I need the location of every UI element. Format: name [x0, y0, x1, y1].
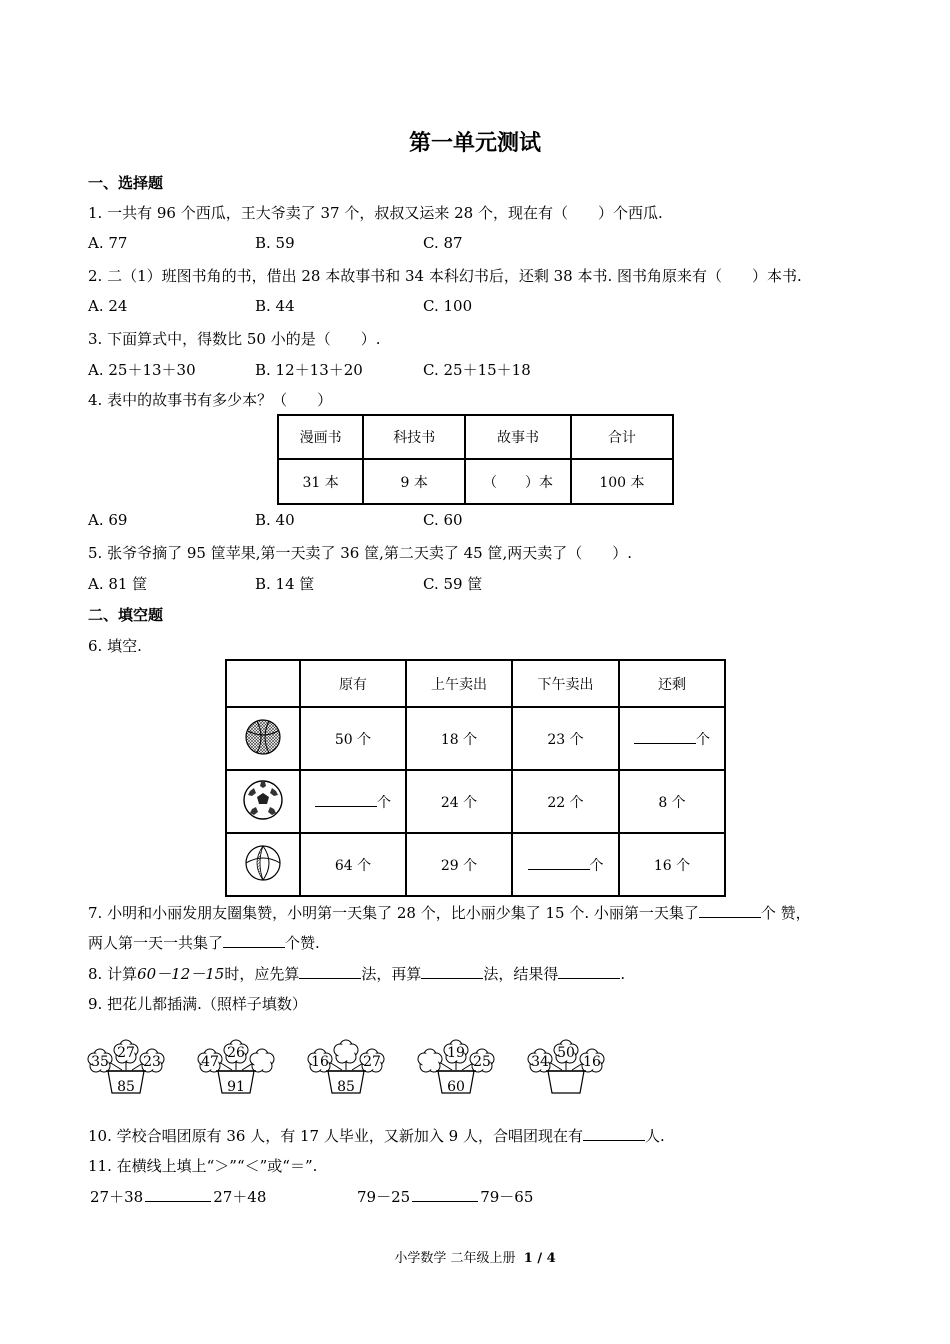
q6-header-cell: 还剩	[619, 660, 725, 707]
q3-option-a: A. 25＋13＋30	[88, 361, 196, 379]
q6-cell: 64 个	[300, 833, 406, 896]
beach-ball-icon	[226, 833, 300, 896]
answer-blank[interactable]	[421, 978, 483, 979]
flower-number: 27	[117, 1045, 135, 1061]
flower-number: 26	[227, 1045, 245, 1061]
flower-number: 50	[557, 1045, 575, 1061]
q6-header-cell: 上午卖出	[406, 660, 512, 707]
q1-option-b: B. 59	[255, 234, 295, 252]
unit-label: 个	[696, 731, 710, 748]
flower-number: 25	[473, 1054, 491, 1070]
comparison-1: 27＋38 27＋48	[90, 1188, 267, 1206]
section-heading-fill: 二、填空题	[88, 606, 164, 624]
question-7-line-2: 两人第一天一共集了 个赞.	[88, 934, 320, 952]
pot-number: 85	[337, 1079, 355, 1095]
q6-cell: 8 个	[619, 770, 725, 833]
q4-table	[277, 414, 674, 505]
flower-number: 35	[91, 1054, 109, 1070]
flower-number: 19	[447, 1045, 465, 1061]
q5-option-b: B. 14 筐	[255, 575, 315, 593]
q5-option-a: A. 81 筐	[88, 575, 148, 593]
q6-cell: 24 个	[406, 770, 512, 833]
answer-blank[interactable]	[299, 978, 361, 979]
q4-option-c: C. 60	[423, 511, 463, 529]
answer-blank[interactable]	[634, 743, 696, 744]
page-title: 第一单元测试	[408, 131, 541, 156]
q6-answer-cell	[300, 770, 406, 833]
question-1-text: 1. 一共有 96 个西瓜，王大爷卖了 37 个，叔叔又运来 28 个，现在有（ ）个西瓜.	[88, 204, 663, 222]
pot-number: 60	[447, 1079, 465, 1095]
q1-option-a: A. 77	[88, 234, 128, 252]
q4-header-cell: 漫画书	[278, 415, 363, 459]
pot-number: 85	[117, 1079, 135, 1095]
question-5-text: 5. 张爷爷摘了 95 筐苹果,第一天卖了 36 筐,第二天卖了 45 筐,两天卖了（ ）.	[88, 544, 633, 562]
q2-option-a: A. 24	[88, 297, 128, 315]
answer-blank[interactable]	[558, 978, 620, 979]
q2-option-b: B. 44	[255, 297, 295, 315]
answer-blank[interactable]	[315, 806, 377, 807]
q6-cell: 23 个	[512, 707, 619, 770]
q6-cell: 18 个	[406, 707, 512, 770]
answer-blank[interactable]	[583, 1140, 645, 1141]
q4-header-cell: 合计	[571, 415, 673, 459]
q4-option-b: B. 40	[255, 511, 295, 529]
flower-number: 16	[583, 1054, 601, 1070]
pot-number: 91	[227, 1079, 245, 1095]
answer-blank[interactable]	[145, 1201, 211, 1202]
question-4-text: 4. 表中的故事书有多少本？（ ）	[88, 391, 333, 409]
comparison-2: 79－25 79－65	[357, 1188, 534, 1206]
q4-header-cell: 科技书	[363, 415, 465, 459]
question-6-text: 6. 填空.	[88, 637, 142, 655]
q6-header-cell: 原有	[300, 660, 406, 707]
q6-cell: 29 个	[406, 833, 512, 896]
q3-option-c: C. 25＋15＋18	[423, 361, 531, 379]
answer-blank[interactable]	[412, 1201, 478, 1202]
question-10-text: 10. 学校合唱团原有 36 人，有 17 人毕业，又新加入 9 人，合唱团现在有 人.	[88, 1127, 665, 1145]
flower-number: 16	[311, 1054, 329, 1070]
question-11-text: 11. 在横线上填上“＞”“＜”或“＝”.	[88, 1157, 318, 1175]
q4-header-cell: 故事书	[465, 415, 571, 459]
page-number: 1 / 4	[523, 1251, 556, 1266]
flower-number: 23	[143, 1054, 161, 1070]
question-8-text: 8. 计算60－12－15时，应先算 法，再算 法，结果得 .	[88, 965, 626, 983]
q4-value-cell: （ ）本	[465, 459, 571, 504]
question-9-text: 9. 把花儿都插满.（照样子填数）	[88, 995, 307, 1013]
q6-answer-cell	[619, 707, 725, 770]
q2-option-c: C. 100	[423, 297, 473, 315]
flower-number: 27	[363, 1054, 381, 1070]
q4-option-a: A. 69	[88, 511, 128, 529]
flower-pots-figure	[80, 1035, 640, 1110]
unit-label: 个	[377, 794, 391, 811]
q4-value-cell: 100 本	[571, 459, 673, 504]
q3-option-b: B. 12＋13＋20	[255, 361, 363, 379]
q1-option-c: C. 87	[423, 234, 463, 252]
q6-header-cell: 下午卖出	[512, 660, 619, 707]
basketball-icon	[226, 707, 300, 770]
soccer-ball-icon	[226, 770, 300, 833]
flower-number: 47	[201, 1054, 219, 1070]
q6-corner-cell	[226, 660, 300, 707]
q6-table	[225, 659, 726, 897]
q6-cell: 50 个	[300, 707, 406, 770]
answer-blank[interactable]	[223, 947, 285, 948]
q6-answer-cell	[512, 833, 619, 896]
q6-cell: 22 个	[512, 770, 619, 833]
question-7-line-1: 7. 小明和小丽发朋友圈集赞，小明第一天集了 28 个，比小丽少集了 15 个. 小丽第一天集了 个 赞，	[88, 904, 811, 922]
question-2-text: 2. 二（1）班图书角的书，借出 28 本故事书和 34 本科幻书后，还剩 38 本书. 图书角原来有（ ）本书.	[88, 267, 802, 285]
question-3-text: 3. 下面算式中，得数比 50 小的是（ ）.	[88, 330, 381, 348]
q4-value-cell: 31 本	[278, 459, 363, 504]
q4-value-cell: 9 本	[363, 459, 465, 504]
answer-blank[interactable]	[699, 917, 761, 918]
section-heading-choice: 一、选择题	[88, 174, 164, 192]
q6-cell: 16 个	[619, 833, 725, 896]
page-footer: 小学数学 二年级上册 1 / 4	[394, 1251, 556, 1266]
unit-label: 个	[589, 857, 604, 874]
q5-option-c: C. 59 筐	[423, 575, 483, 593]
expression: 60－12－15	[137, 965, 225, 983]
flower-number: 34	[531, 1054, 549, 1070]
answer-blank[interactable]	[528, 869, 590, 870]
